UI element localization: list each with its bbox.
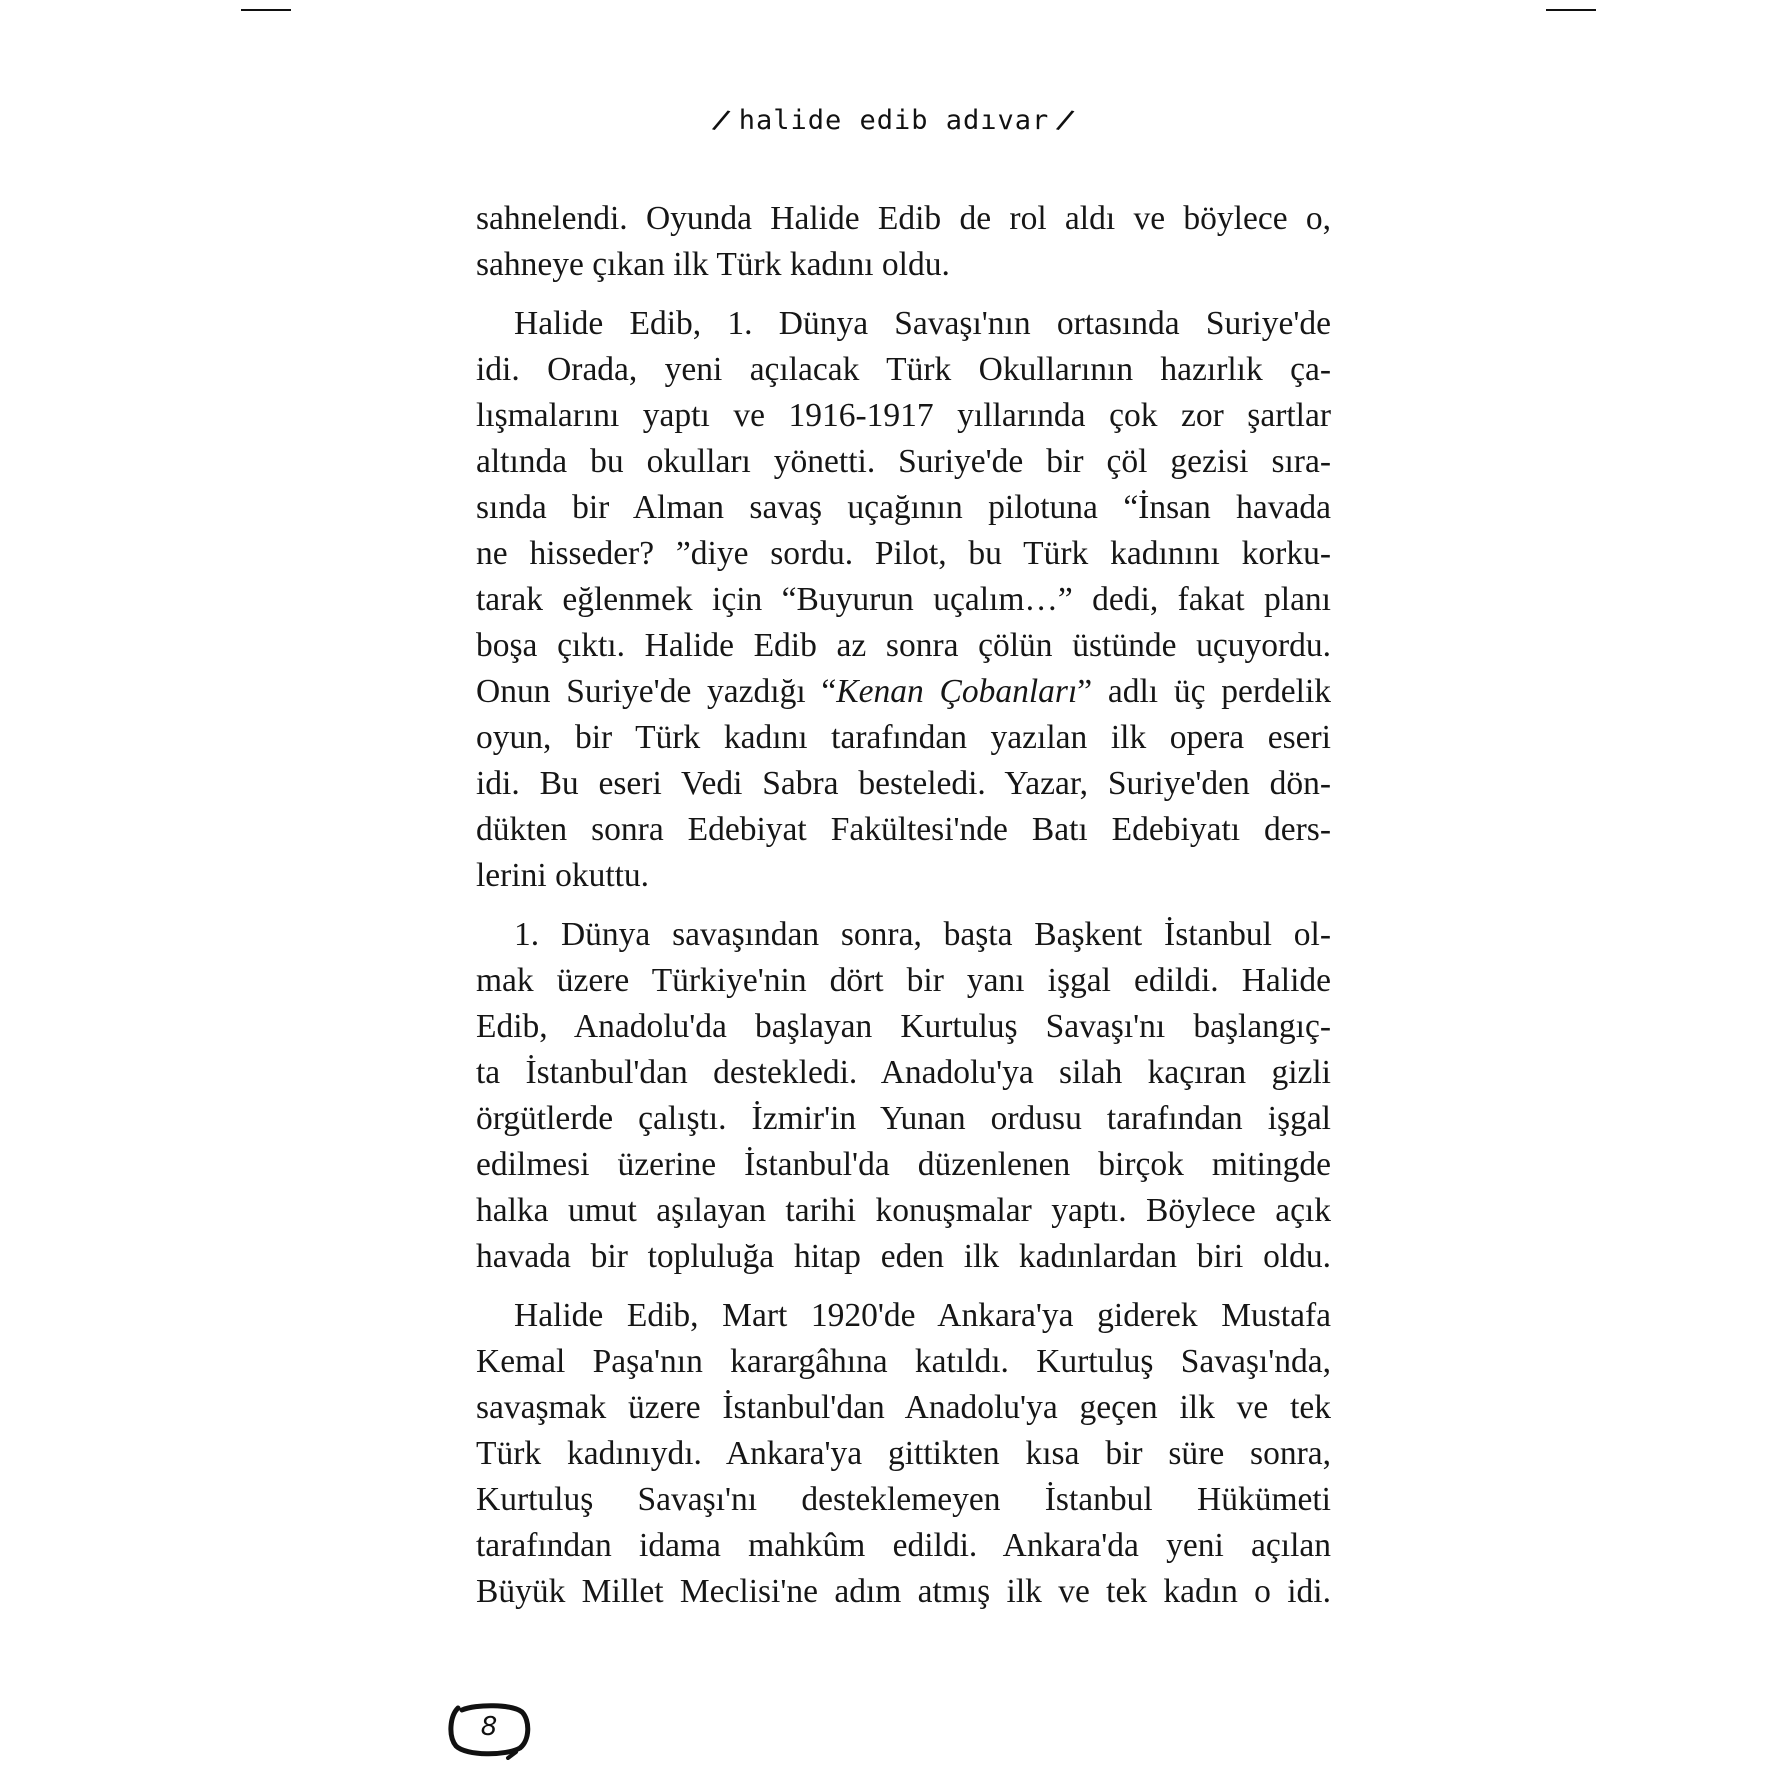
work-title-kenan-cobanlari: Kenan Çobanları xyxy=(836,673,1078,710)
crop-mark-left xyxy=(241,9,291,11)
crop-mark-right xyxy=(1546,9,1596,11)
text-line: mak üzere Türkiye'nin dört bir yanı işgal edildi. Halide xyxy=(476,962,1331,999)
text-line: dükten sonra Edebiyat Fakültesi'nde Batı Edebiyatı ders- xyxy=(476,811,1331,848)
text-line: Türk kadınıydı. Ankara'ya gittikten kısa bir süre sonra, xyxy=(476,1435,1331,1472)
text-line: ta İstanbul'dan destekledi. Anadolu'ya silah kaçıran gizli xyxy=(476,1054,1331,1091)
text-line: idi. Bu eseri Vedi Sabra besteledi. Yazar, Suriye'den dön- xyxy=(476,765,1331,802)
paragraph-1 xyxy=(476,196,1331,288)
text-line-with-title xyxy=(476,669,1331,715)
text-line: sahnelendi. Oyunda Halide Edib de rol aldı ve böylece o, xyxy=(476,200,1331,237)
running-header xyxy=(0,105,1788,136)
text-line: sahneye çıkan ilk Türk kadını oldu. xyxy=(476,246,950,283)
text-line: Halide Edib, Mart 1920'de Ankara'ya giderek Mustafa xyxy=(514,1297,1331,1334)
page-number: 8 xyxy=(480,1712,498,1742)
text-line: halka umut aşılayan tarihi konuşmalar yaptı. Böylece açık xyxy=(476,1192,1331,1229)
text-line: 1. Dünya savaşından sonra, başta Başkent İstanbul ol- xyxy=(514,916,1331,953)
text-line: Kemal Paşa'nın karargâhına katıldı. Kurtuluş Savaşı'nda, xyxy=(476,1343,1331,1380)
text-line: lışmalarını yaptı ve 1916-1917 yıllarında çok zor şartlar xyxy=(476,397,1331,434)
page-number-badge xyxy=(446,1702,532,1760)
text-line: boşa çıktı. Halide Edib az sonra çölün üstünde uçuyordu. xyxy=(476,627,1331,664)
paragraph-3 xyxy=(476,912,1331,1280)
paragraph-4 xyxy=(476,1293,1331,1615)
header-slash-right: / xyxy=(1053,103,1079,138)
text-line: Edib, Anadolu'da başlayan Kurtuluş Savaşı'nı başlangıç- xyxy=(476,1008,1331,1045)
paragraph-2 xyxy=(476,301,1331,899)
body-text xyxy=(476,196,1331,1628)
text-line: altında bu okulları yönetti. Suriye'de bir çöl gezisi sıra- xyxy=(476,443,1331,480)
text-line: ne hisseder? ”diye sordu. Pilot, bu Türk kadınını korku- xyxy=(476,535,1331,572)
text-line: edilmesi üzerine İstanbul'da düzenlenen birçok mitingde xyxy=(476,1146,1331,1183)
text-line: oyun, bir Türk kadını tarafından yazılan ilk opera eseri xyxy=(476,719,1331,756)
text-line: Kurtuluş Savaşı'nı desteklemeyen İstanbul Hükümeti xyxy=(476,1481,1331,1518)
header-slash-left: / xyxy=(709,103,735,138)
text-segment: Onun Suriye'de yazdığı “ xyxy=(476,673,837,710)
text-line: idi. Orada, yeni açılacak Türk Okullarının hazırlık ça- xyxy=(476,351,1331,388)
text-line: Büyük Millet Meclisi'ne adım atmış ilk ve tek kadın o idi. xyxy=(476,1573,1331,1610)
text-line: örgütlerde çalıştı. İzmir'in Yunan ordusu tarafından işgal xyxy=(476,1100,1331,1137)
text-line: lerini okuttu. xyxy=(476,857,650,894)
text-line: Halide Edib, 1. Dünya Savaşı'nın ortasında Suriye'de xyxy=(514,305,1331,342)
text-line: savaşmak üzere İstanbul'dan Anadolu'ya geçen ilk ve tek xyxy=(476,1389,1331,1426)
text-segment: ” adlı üç perdelik xyxy=(1077,673,1331,710)
running-title: halide edib adıvar xyxy=(738,105,1050,136)
text-line: sında bir Alman savaş uçağının pilotuna “İnsan havada xyxy=(476,489,1331,526)
text-line: havada bir topluluğa hitap eden ilk kadınlardan biri oldu. xyxy=(476,1238,1331,1275)
text-line: tarafından idama mahkûm edildi. Ankara'da yeni açılan xyxy=(476,1527,1331,1564)
text-line: tarak eğlenmek için “Buyurun uçalım…” dedi, fakat planı xyxy=(476,581,1331,618)
